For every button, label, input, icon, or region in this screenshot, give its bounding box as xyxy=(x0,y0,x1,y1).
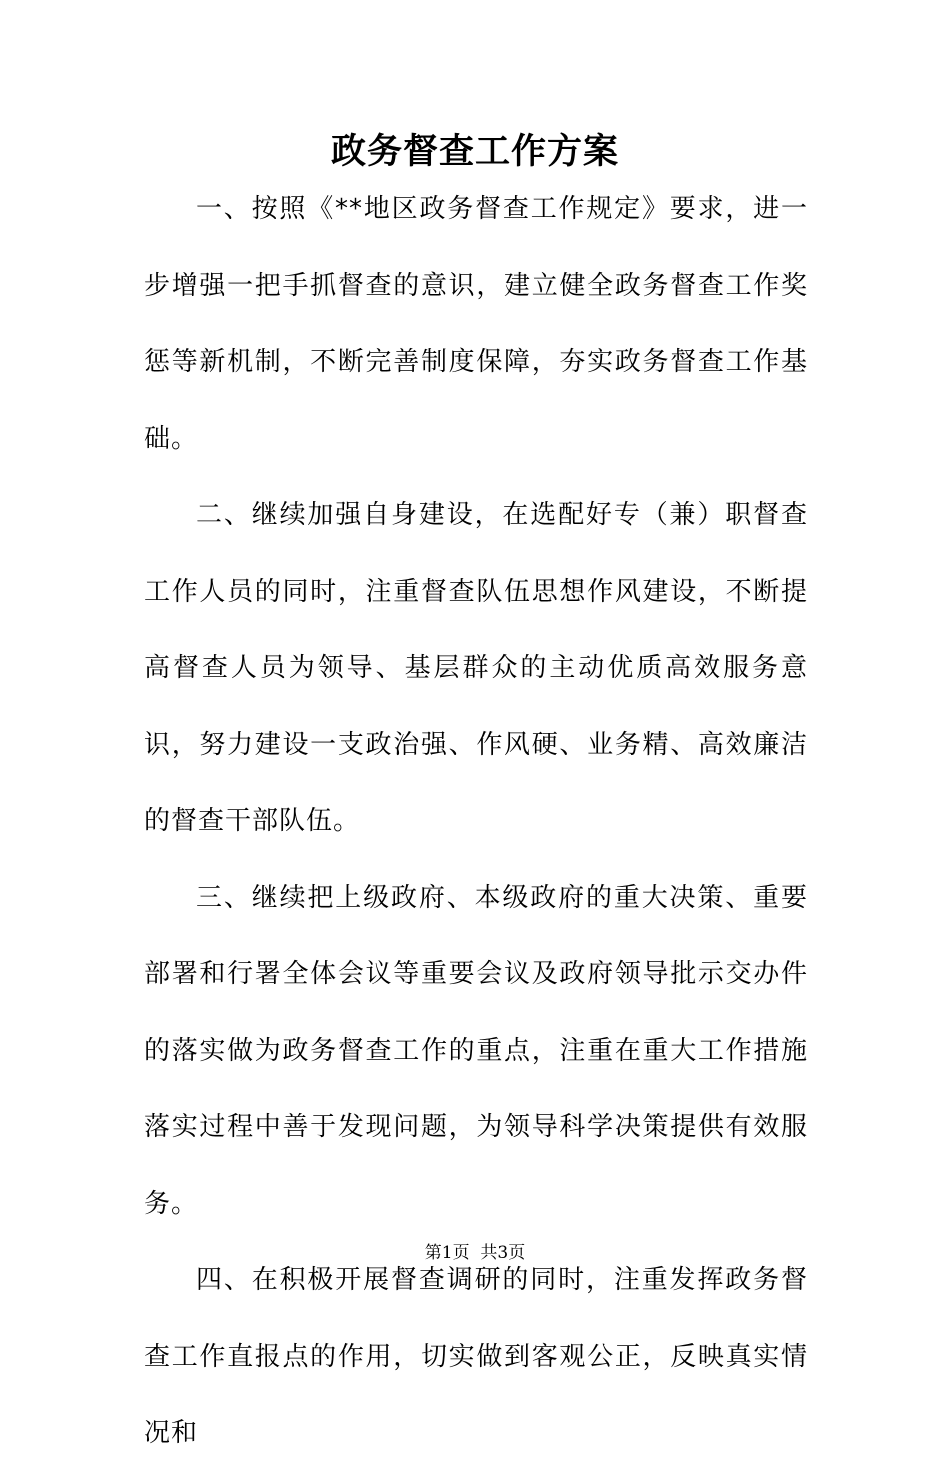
paragraph-3: 三、继续把上级政府、本级政府的重大决策、重要部署和行署全体会议等重要会议及政府领导批示交办件的落实做为政务督查工作的重点，注重在重大工作措施落实过程中善于发现问题，为领导科学决策提供有效服务。 xyxy=(144,882,808,1219)
paragraph-4: 四、在积极开展督查调研的同时，注重发挥政务督查工作直报点的作用，切实做到客观公正，反映真实情况和 xyxy=(144,1265,808,1448)
document-title: 政务督查工作方案 xyxy=(330,132,619,172)
page-footer xyxy=(0,1241,950,1265)
document-body xyxy=(144,171,808,1472)
paragraph-1: 一、按照《**地区政务督查工作规定》要求，进一步增强一把手抓督查的意识，建立健全政务督查工作奖惩等新机制，不断完善制度保障，夯实政务督查工作基础。 xyxy=(144,194,808,454)
page-number-info: 第1页 共3页 xyxy=(424,1243,526,1263)
paragraph-2: 二、继续加强自身建设，在选配好专（兼）职督查工作人员的同时，注重督查队伍思想作风建设，不断提高督查人员为领导、基层群众的主动优质高效服务意识，努力建设一支政治强、作风硬、业务精、高效廉洁的督查干部队伍。 xyxy=(144,500,808,836)
